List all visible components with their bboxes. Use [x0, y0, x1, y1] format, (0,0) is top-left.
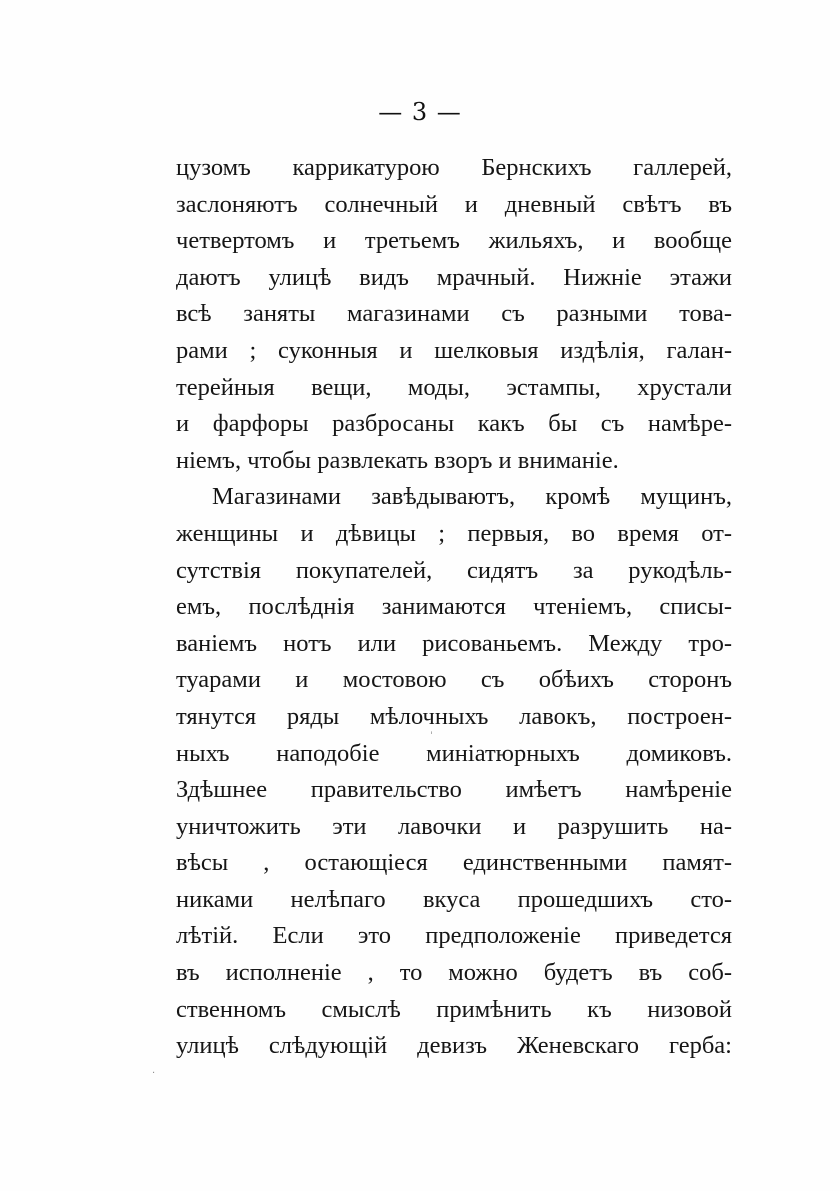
- text-line: всѣ заняты магазинами съ разными това-: [176, 300, 732, 328]
- text-line: въ исполненіе , то можно будетъ въ соб-: [176, 959, 732, 987]
- text-line: заслоняютъ солнечный и дневный свѣтъ въ: [176, 190, 732, 218]
- text-line: ніемъ, чтобы развлекать взоръ и вниманіе.: [176, 446, 619, 474]
- text-line: и фарфоры разбросаны какъ бы съ намѣре-: [176, 410, 732, 438]
- text-line: туарами и мостовою съ обѣихъ сторонъ: [176, 666, 732, 694]
- text-line: даютъ улицѣ видъ мрачный. Нижніе этажи: [176, 263, 732, 291]
- text-line: ваніемъ нотъ или рисованьемъ. Между тро-: [176, 629, 732, 657]
- page-number: — 3 —: [378, 98, 462, 126]
- text-line: рами ; суконныя и шелковыя издѣлія, галан-: [176, 336, 732, 364]
- text-line: улицѣ слѣдующій девизъ Женевскаго герба:: [176, 1032, 732, 1060]
- scan-speck: ˈ: [430, 731, 433, 742]
- text-line: тянутся ряды мѣлочныхъ лавокъ, построен-: [176, 702, 732, 730]
- text-line: ственномъ смыслѣ примѣнить къ низовой: [176, 995, 732, 1023]
- text-line: лѣтій. Если это предположеніе приведется: [176, 922, 732, 950]
- text-line: вѣсы , остающіеся единственными памят-: [176, 849, 732, 877]
- text-line: терейныя вещи, моды, эстампы, хрустали: [176, 373, 732, 401]
- text-line: ныхъ наподобіе миніатюрныхъ домиковъ.: [176, 739, 732, 767]
- text-line: никами нелѣпаго вкуса прошедшихъ сто-: [176, 885, 732, 913]
- text-line: цузомъ каррикатурою Бернскихъ галлерей,: [176, 154, 732, 181]
- text-line: уничтожить эти лавочки и разрушить на-: [176, 812, 732, 840]
- scan-speck: ·: [152, 1068, 156, 1079]
- body-text: [176, 150, 732, 1065]
- text-line: Магазинами завѣдываютъ, кромѣ мущинъ,: [212, 483, 732, 511]
- text-line: емъ, послѣднія занимаются чтеніемъ, списы-: [176, 593, 732, 621]
- text-line: Здѣшнее правительство имѣетъ намѣреніе: [176, 776, 732, 804]
- text-line: женщины и дѣвицы ; первыя, во время от-: [176, 519, 732, 547]
- text-line: четвертомъ и третьемъ жильяхъ, и вообще: [176, 227, 732, 255]
- text-line: сутствія покупателей, сидятъ за рукодѣль-: [176, 556, 732, 584]
